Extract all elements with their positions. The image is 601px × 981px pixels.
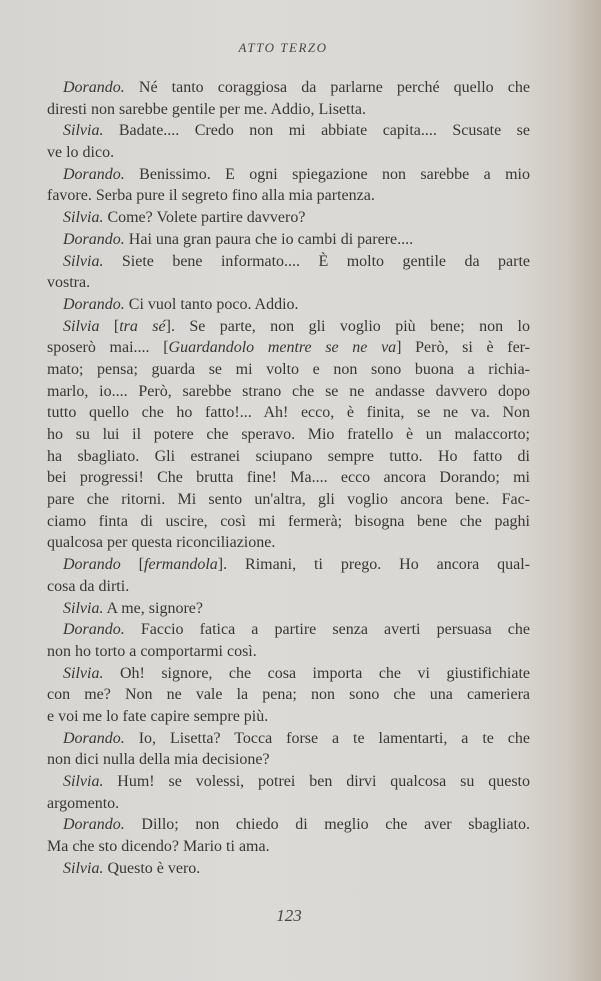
speech-line [47, 771, 530, 793]
text-line [47, 706, 530, 728]
line-text: favore. Serba pure il segreto fino alla mia partenza. [47, 187, 375, 205]
line-text: A me, signore? [103, 599, 203, 617]
line-text: Benissimo. E ogni spiegazione non sarebbe a mio [124, 165, 530, 183]
text-line [47, 749, 530, 771]
text-line [47, 467, 530, 489]
line-text: non ho torto a comportarmi così. [47, 642, 257, 660]
line-text: mato; pensa; guarda se mi volto e non sono buona a richia- [47, 360, 530, 378]
line-text: Dillo; non chiedo di meglio che aver sbagliato. [124, 816, 530, 834]
speech-line [47, 294, 530, 316]
line-text: Oh! signore, che cosa importa che vi giustifichiate [103, 664, 530, 682]
speaker-name: Silvia. [63, 599, 104, 617]
line-text: [ [99, 317, 120, 335]
speaker-name: Dorando. [63, 816, 125, 834]
line-text: Né tanto coraggiosa da parlarne perché quello che [124, 79, 530, 96]
line-text: Ci vuol tanto poco. Addio. [124, 295, 299, 313]
text-line [47, 424, 530, 446]
line-text: ho su lui il potere che speravo. Mio fratello è un malaccorto; [47, 426, 530, 443]
play-text [47, 77, 530, 879]
speaker-name: Silvia. [63, 252, 104, 270]
text-line [47, 402, 530, 424]
text-line [47, 446, 530, 468]
speaker-name: Dorando [63, 556, 121, 574]
line-text: con me? Non ne vale la pena; non sono che una cameriera [47, 686, 530, 704]
line-text: Badate.... Credo non mi abbiate capita.... Scusate se [103, 122, 530, 140]
page-number: 123 [276, 906, 302, 925]
line-text: Come? Volete partire davvero? [103, 209, 306, 227]
speaker-name: Silvia. [63, 209, 104, 227]
line-text: pare che ritorni. Mi sento un'altra, gli voglio ancora bene. Fac- [47, 491, 530, 509]
speaker-name: Silvia. [63, 773, 104, 790]
text-line [47, 359, 530, 381]
text-line [47, 532, 530, 554]
speech-line [47, 858, 530, 880]
line-text: Ma che sto dicendo? Mario ti ama. [47, 838, 270, 856]
speaker-name: Silvia. [63, 664, 104, 682]
line-text: ve lo dico. [47, 144, 115, 162]
speech-line [47, 663, 530, 685]
line-text: Siete bene informato.... È molto gentile da parte [103, 252, 530, 270]
line-text: marlo, io.... Però, sarebbe strano che se ne andasse davvero dopo [47, 382, 530, 400]
line-text: non dici nulla della mia decisione? [47, 751, 270, 769]
stage-direction: fermandola [144, 556, 218, 574]
speech-line [47, 619, 530, 641]
line-text: cosa da dirti. [47, 577, 130, 595]
text-line [47, 142, 530, 164]
line-text: ciamo finta di uscire, così mi fermerà; bisogna bene che paghi [47, 512, 530, 530]
line-text: ] Però, si è fer- [396, 339, 531, 357]
text-line [47, 576, 530, 598]
line-text: tutto quello che ho fatto!... Ah! ecco, è finita, se ne va. Non [47, 404, 530, 422]
speech-line [47, 316, 530, 338]
stage-direction: Guardandolo mentre se ne va [168, 339, 397, 357]
line-text: ]. Se parte, non gli voglio più bene; non lo [165, 317, 531, 335]
line-text: diresti non sarebbe gentile per me. Addio, Lisetta. [47, 100, 367, 118]
speech-line [47, 207, 530, 229]
text-line [47, 337, 530, 359]
line-text: sposerò mai.... [ [47, 339, 169, 357]
text-line [47, 99, 530, 121]
text-line [47, 511, 530, 533]
speaker-name: Dorando. [63, 165, 125, 183]
text-line [47, 793, 530, 815]
line-text: [ [120, 556, 145, 574]
speech-line [47, 728, 530, 750]
speech-line [47, 120, 530, 142]
speaker-name: Silvia [63, 317, 100, 335]
line-text: Questo è vero. [103, 859, 201, 877]
speaker-name: Silvia. [63, 122, 104, 140]
speech-line [47, 164, 530, 186]
speaker-name: Dorando. [63, 729, 125, 747]
speaker-name: Dorando. [63, 230, 125, 248]
running-header: ATTO TERZO [238, 40, 328, 55]
speech-line [47, 251, 530, 273]
line-text: Io, Lisetta? Tocca forse a te lamentarti, a te che [124, 729, 530, 747]
text-line [47, 489, 530, 511]
line-text: Faccio fatica a partire senza averti persuasa che [124, 621, 530, 639]
line-text: ]. Rimani, ti prego. Ho ancora qual- [217, 556, 531, 574]
text-line [47, 272, 530, 294]
speech-line [47, 598, 530, 620]
text-line [47, 836, 530, 858]
line-text: vostra. [47, 274, 91, 292]
speech-line [47, 814, 530, 836]
line-text: argomento. [47, 794, 120, 812]
text-line [47, 185, 530, 207]
line-text: ha sbagliato. Gli estranei sciupano sempre tutto. Ho fatto di [47, 447, 530, 465]
speaker-name: Dorando. [63, 295, 125, 313]
speech-line [47, 77, 530, 99]
text-line [47, 684, 530, 706]
speaker-name: Dorando. [63, 621, 125, 639]
stage-direction: tra sé [119, 317, 166, 335]
line-text: bei progressi! Che brutta fine! Ma.... ecco ancora Dorando; mi [47, 469, 530, 487]
line-text: Hum! se volessi, potrei ben dirvi qualcosa su questo [103, 773, 530, 790]
line-text: Hai una gran paura che io cambi di parere.... [124, 230, 414, 248]
speech-line [47, 229, 530, 251]
speech-line [47, 554, 530, 576]
line-text: qualcosa per questa riconciliazione. [47, 534, 276, 552]
speaker-name: Dorando. [63, 79, 125, 96]
text-line [47, 381, 530, 403]
speaker-name: Silvia. [63, 859, 104, 877]
line-text: e voi me lo fate capire sempre più. [47, 707, 269, 725]
text-line [47, 641, 530, 663]
